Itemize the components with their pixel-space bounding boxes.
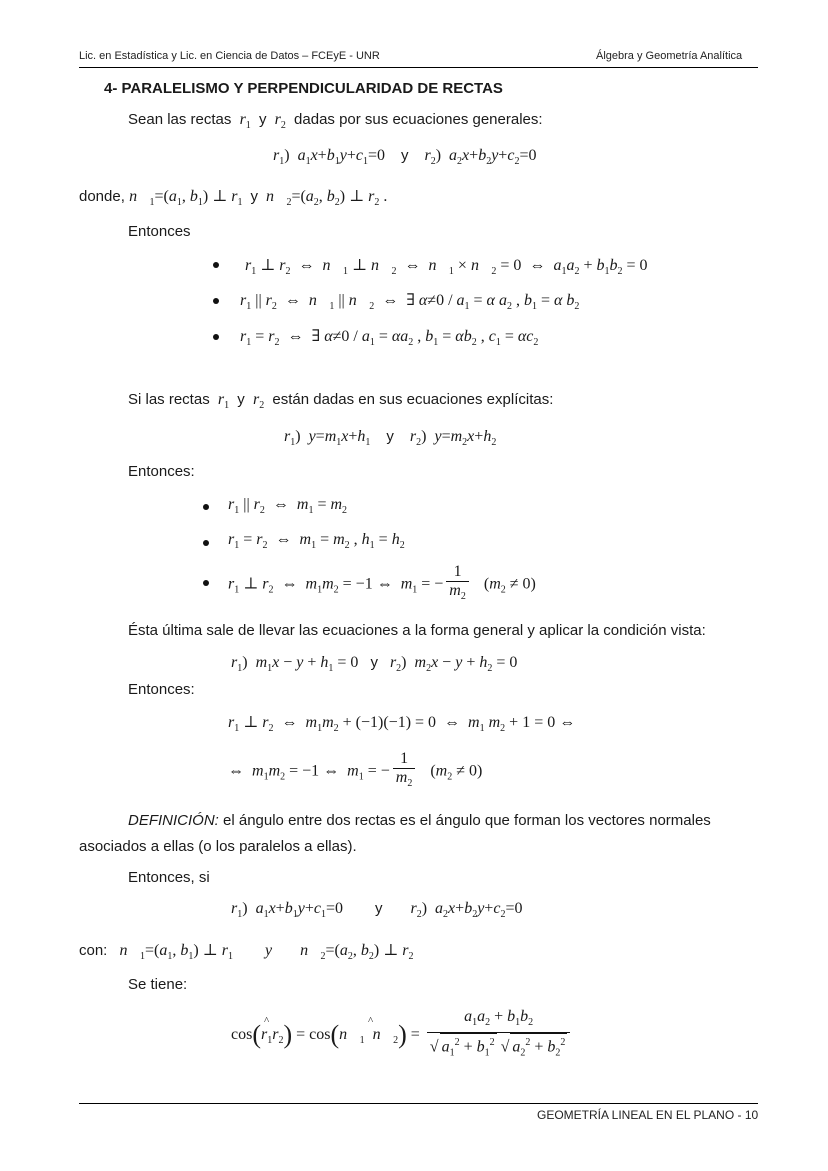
intro-text-y: y — [258, 111, 267, 128]
derivation-line-2: ⇔ $m_1m_2 = -1$ ⇔ $m_1$ = − $\frac{1}{m_2}$ $(m_2 \ne 0)$ — [228, 750, 483, 790]
header-rule — [79, 67, 758, 68]
coincident-condition: $r_1 = r_2$ ⇔ ∃ $\alpha\ne 0 / a_1 = \alpha a_2$ , $b_1 = \alpha b_2$ , $c_1 = \alpha c_2$ — [240, 328, 539, 349]
bullet-dot — [213, 334, 219, 340]
footer-right: GEOMETRÍA LINEAL EN EL PLANO - 10 — [537, 1108, 759, 1122]
bullet-dot — [203, 540, 209, 546]
bullet-dot — [203, 580, 209, 586]
explicit-equations: $r_1$) $y=m_1x+h_1$ y $r_2$) $y=m_2x+h_2$ — [284, 428, 497, 449]
entonces-3: Entonces: — [128, 681, 195, 698]
parallel-slopes: $r_1$ || $r_2$ ⇔ $m_1 = m_2$ — [228, 496, 348, 517]
entonces-2: Entonces: — [128, 463, 195, 480]
con-text: con: — [79, 942, 108, 959]
con-line — [79, 940, 413, 962]
definition-line-1: el ángulo entre dos rectas es el ángulo que forman los vectores normales — [218, 812, 711, 829]
intro-text-a: Sean las rectas — [128, 111, 232, 128]
general-equations-again: $r_1$) $a_1x+b_1y+c_1=0$ y $r_2$) $a_2x+b_2y+c_2=0$ — [231, 900, 523, 921]
section-title: 4- PARALELISMO Y PERPENDICULARIDAD DE RECTAS — [104, 80, 503, 97]
math-r2: $r_2$ — [274, 111, 286, 132]
definition-line-2: asociados a ellas (o los paralelos a ellas). — [79, 838, 357, 855]
donde-text: donde, — [79, 188, 125, 205]
coincident-slopes: $r_1 = r_2$ ⇔ $m_1 = m_2$ , $h_1 = h_2$ — [228, 531, 405, 552]
bullet-dot — [213, 262, 219, 268]
intro-text-b: dadas por sus ecuaciones generales: — [294, 111, 543, 128]
cosine-formula: cos(^ $r_1r_2$) = $\cos(n⃗_1$ ^ $n⃗_2$) = $\frac{a_1a_2 + b_1b_2}{√ a_1^2 + b_1^2 √ a_2^2 + b_2^2}$ — [231, 1008, 573, 1063]
donde-line — [79, 186, 387, 208]
math-r1: $r_1$ — [217, 391, 230, 412]
parallel-condition: $r_1$ || $r_2$ ⇔ $n⃗_1$ || $n⃗_2$ ⇔ ∃ $\alpha\ne 0 / a_1 = \alpha$ $a_2$ , $b_1 = \alpha$ $b_2$ — [240, 292, 580, 313]
entonces-1: Entonces — [128, 223, 191, 240]
general-from-explicit: $r_1$) $m_1x - y + h_1 = 0$ y $r_2$) $m_2x - y + h_2 = 0$ — [231, 654, 518, 675]
se-tiene: Se tiene: — [128, 976, 188, 993]
definition-paragraph — [79, 806, 749, 836]
header-right: Álgebra y Geometría Analítica — [596, 50, 743, 62]
perpendicular-slopes: $r_1$ ⊥ $r_2$ ⇔ $m_1m_2 = -1$ ⇔ $m_1$ = − $\frac{1}{m_2}$ $(m_2 \ne 0)$ — [228, 563, 536, 603]
definition-label: DEFINICIÓN: — [128, 812, 219, 829]
intro-line — [128, 111, 543, 131]
bullet-dot — [213, 298, 219, 304]
explicit-text-y: y — [237, 391, 245, 408]
normal-vectors-general: $n⃗_1=(a_1$, $b_1$) ⊥ $r_1$ y $n⃗_2=(a_2$, $b_2$) ⊥ $r_2$ . — [129, 188, 388, 209]
perpendicular-condition: $r_1$ ⊥ $r_2$ ⇔ $n⃗_1$ ⊥ $n⃗_2$ ⇔ $n⃗_1$ × $n⃗_2 = 0$ ⇔ $a_1a_2 + b_1b_2 = 0$ — [245, 257, 648, 278]
bullet-dot — [203, 504, 209, 510]
math-r1: $r_1$ — [239, 111, 251, 132]
general-equations: $r_1$) $a_1x+b_1y+c_1=0$ y $r_2$) $a_2x+b_2y+c_2=0$ — [273, 147, 537, 168]
explicit-text-b: están dadas en sus ecuaciones explícitas: — [272, 391, 554, 408]
derivation-line-1: $r_1$ ⊥ $r_2$ ⇔ $m_1m_2 + (-1)(-1) = 0$ ⇔ $m_1$ $m_2 + 1 = 0$ ⇔ — [228, 714, 576, 735]
footer-rule — [79, 1103, 758, 1104]
normal-vectors-again: $n⃗_1=(a_1$, $b_1$) ⊥ $r_1$ y $n⃗_2=(a_2$, $b_2$) ⊥ $r_2$ — [119, 942, 414, 963]
entonces-si: Entonces, si — [128, 869, 210, 886]
explicit-text-a: Si las rectas — [128, 391, 210, 408]
header-left: Lic. en Estadística y Lic. en Ciencia de Datos – FCEyE - UNR — [79, 50, 380, 62]
ultima-text: Ésta última sale de llevar las ecuaciones a la forma general y aplicar la condición vista: — [128, 622, 706, 639]
math-r2: $r_2$ — [252, 391, 265, 412]
explicit-line — [128, 391, 553, 411]
